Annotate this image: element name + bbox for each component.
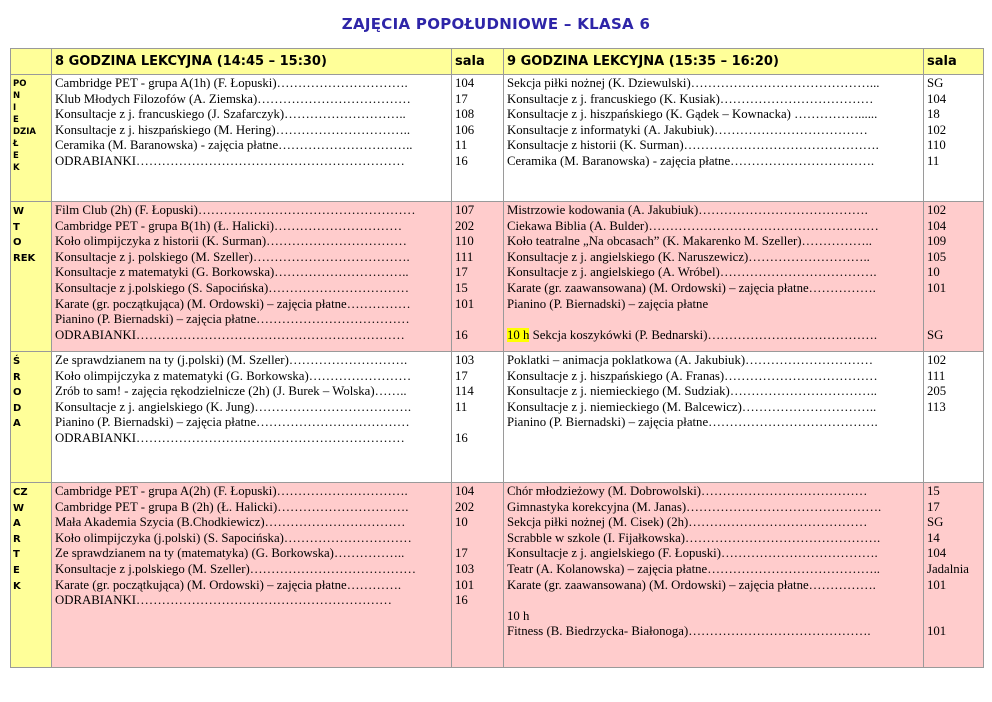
activity-item: Ze sprawdzianem na ty (j.polski) (M. Szeller)………………………. <box>55 353 408 367</box>
room-number: 103 <box>455 561 475 576</box>
day-letter: PO <box>13 79 27 89</box>
header-room-9: sala <box>924 49 984 75</box>
room-number: 111 <box>455 249 474 264</box>
activities-hour-9-tuesday <box>504 202 924 352</box>
activity-item: Koło teatralne „Na obcasach” (K. Makarenko M. Szeller)…………….. <box>507 234 872 249</box>
activity-item: Ceramika (M. Baranowska) - zajęcia płatne………………………….. <box>55 138 413 153</box>
day-letter: O <box>13 387 22 399</box>
page-title: ZAJĘCIA POPOŁUDNIOWE – KLASA 6 <box>341 15 651 33</box>
room-number: 101 <box>927 624 947 639</box>
activity-item: ODRABIANKI……………………………………………………… <box>55 327 405 342</box>
room-number: 110 <box>927 138 946 153</box>
activity-item: Mała Akademia Szycia (B.Chodkiewicz)…………………………… <box>55 515 406 530</box>
day-letter: K <box>13 163 20 173</box>
room-number <box>927 297 983 313</box>
day-letter: O <box>13 237 22 249</box>
day-letter: N <box>13 91 21 101</box>
room-number: 105 <box>927 249 947 264</box>
day-letter: R <box>13 371 21 383</box>
activity-item: Konsultacje z historii (K. Surman)………………………………………. <box>507 138 879 153</box>
room-number <box>927 609 983 625</box>
room-number: SG <box>927 515 944 530</box>
rooms-hour-9-thursday <box>924 483 984 668</box>
activities-hour-9-monday <box>504 75 924 202</box>
activity-item: Pianino (P. Biernadski) – zajęcia płatne……………………………… <box>55 415 410 430</box>
day-letter: T <box>13 549 20 561</box>
header-hour-9: 9 GODZINA LEKCYJNA (15:35 – 16:20) <box>504 49 924 75</box>
room-number: 18 <box>927 107 940 122</box>
room-number: 10 <box>455 515 468 530</box>
room-number: 202 <box>455 218 475 233</box>
day-letter: DZIA <box>13 127 36 137</box>
rooms-hour-9-tuesday <box>924 202 984 352</box>
header-row <box>11 49 984 75</box>
room-number: Jadalnia <box>927 561 969 576</box>
activity-item: Mistrzowie kodowania (A. Jakubiuk)…………………………………. <box>507 203 868 217</box>
room-number <box>927 312 983 328</box>
activity-item <box>507 312 920 328</box>
activity-item: Konsultacje z j. niemieckiego (M. Sudziak)…………………………….. <box>507 384 877 399</box>
day-letter: E <box>13 115 19 125</box>
room-number: 16 <box>455 593 468 608</box>
activity-item: Konsultacje z j. niemieckiego (M. Balcewicz)………………………….. <box>507 399 877 414</box>
activity-item: ODRABIANKI……………………………………………………… <box>55 153 405 168</box>
activities-hour-9-thursday <box>504 483 924 668</box>
room-number: 106 <box>455 122 475 137</box>
activity-item: Karate (gr. początkująca) (M. Ordowski) – zajęcia płatne…………. <box>55 577 402 592</box>
room-number: 102 <box>927 122 947 137</box>
activity-item: Konsultacje z matematyki (G. Borkowska)………………………….. <box>55 265 409 280</box>
day-letter: Ś <box>13 356 21 367</box>
room-number: 17 <box>455 546 468 561</box>
activity-item: Poklatki – animacja poklatkowa (A. Jakubiuk)………………………… <box>507 353 874 367</box>
activity-item: Chór młodzieżowy (M. Dobrowolski)………………………………… <box>507 484 868 498</box>
day-letter: D <box>13 402 22 414</box>
activity-item <box>507 328 920 344</box>
day-row-thursday <box>11 483 984 668</box>
activity-item: Koło olimpijczyka z historii (K. Surman)…………………………… <box>55 234 407 249</box>
day-letter: CZ <box>13 487 28 498</box>
rooms-hour-8-wednesday <box>452 352 504 483</box>
activity-item: Klub Młodych Filozofów (A. Ziemska)……………………………… <box>55 91 411 106</box>
day-letter: Ł <box>13 139 19 149</box>
room-number: 104 <box>927 91 947 106</box>
activity-item: Konsultacje z j. francuskiego (J. Szafarczyk)……………………….. <box>55 107 406 122</box>
room-number: 11 <box>455 138 468 153</box>
activities-hour-8-wednesday <box>52 352 452 483</box>
day-letter: REK <box>13 252 36 264</box>
room-number: 114 <box>455 384 474 399</box>
room-number: 101 <box>455 296 475 311</box>
day-row-monday <box>11 75 984 202</box>
room-number: 101 <box>927 577 947 592</box>
activity-item: Konsultacje z j. hiszpańskiego (K. Gądek – Kownacka) ……………...... <box>507 107 878 122</box>
activity-item: Karate (gr. początkująca) (M. Ordowski) – zajęcia płatne…………… <box>55 296 411 311</box>
room-number <box>927 593 983 609</box>
activity-item: Konsultacje z j.polskiego (S. Sapocińska)…………………………… <box>55 280 410 295</box>
activity-item: Film Club (2h) (F. Łopuski)…………………………………………… <box>55 203 416 217</box>
day-letter: W <box>13 206 25 217</box>
day-row-tuesday <box>11 202 984 352</box>
day-label-wednesday <box>11 352 52 483</box>
room-number: 15 <box>927 484 940 498</box>
rooms-hour-9-monday <box>924 75 984 202</box>
activity-item <box>507 593 920 609</box>
activity-item: Konsultacje z j. francuskiego (K. Kusiak)……………………………… <box>507 91 874 106</box>
room-number: 107 <box>455 203 475 217</box>
room-number: 14 <box>927 530 940 545</box>
activity-item: Konsultacje z j. angielskiego (K. Naruszewicz)……………………….. <box>507 249 870 264</box>
rooms-hour-8-tuesday <box>452 202 504 352</box>
activity-item: Pianino (P. Biernadski) – zajęcia płatne……………………………… <box>55 312 410 327</box>
time-label: 10 h <box>507 608 530 623</box>
day-letter: E <box>13 564 20 576</box>
room-number: 16 <box>455 153 468 168</box>
day-label-tuesday <box>11 202 52 352</box>
room-number <box>455 531 503 547</box>
activity-item: Konsultacje z j. hiszpańskiego (M. Hering)………………………….. <box>55 122 411 137</box>
activity-text: Sekcja koszykówki (P. Bednarski)…………………………………. <box>532 327 878 342</box>
room-number: 111 <box>927 368 946 383</box>
activity-item: ODRABIANKI…………………………………………………… <box>55 593 392 608</box>
activity-item: Ceramika (M. Baranowska) - zajęcia płatne……………………………. <box>507 153 875 168</box>
room-number: 205 <box>927 384 947 399</box>
room-number <box>455 415 503 431</box>
day-letter: W <box>13 502 25 514</box>
activity-item: Pianino (P. Biernadski) – zajęcia płatne <box>507 296 709 311</box>
activities-hour-9-wednesday <box>504 352 924 483</box>
activities-hour-8-monday <box>52 75 452 202</box>
activity-item: Sekcja piłki nożnej (M. Cisek) (2h)…………………………………… <box>507 515 868 530</box>
room-number: 101 <box>455 577 475 592</box>
room-number: 17 <box>455 265 468 280</box>
room-number: 16 <box>455 430 468 445</box>
activity-item: Cambridge PET - grupa B(1h) (Ł. Halicki)………………………… <box>55 218 403 233</box>
room-number: 17 <box>455 91 468 106</box>
day-letter: E <box>13 151 19 161</box>
room-number: 110 <box>455 234 474 249</box>
activity-item: Cambridge PET - grupa A(2h) (F. Łopuski)…………………………. <box>55 484 408 498</box>
room-number: SG <box>927 327 944 342</box>
room-number: 108 <box>455 107 475 122</box>
room-number: 11 <box>455 399 468 414</box>
day-letter: K <box>13 580 21 592</box>
room-number <box>455 312 503 328</box>
activity-item: Ze sprawdzianem na ty (matematyka) (G. Borkowska)…………….. <box>55 546 405 561</box>
activity-item: Konsultacje z j. angielskiego (K. Jung)………………………………. <box>55 399 412 414</box>
activity-item: Konsultacje z j. polskiego (M. Szeller)………………………………. <box>55 249 410 264</box>
activity-item: Konsultacje z j. angielskiego (A. Wróbel)………………………………. <box>507 265 877 280</box>
room-number: 102 <box>927 353 947 367</box>
activities-hour-8-thursday <box>52 483 452 668</box>
activity-item: Konsultacje z informatyki (A. Jakubiuk)……………………………… <box>507 122 868 137</box>
day-letter: T <box>13 221 20 233</box>
room-number: 10 <box>927 265 940 280</box>
activity-item: Cambridge PET - grupa A(1h) (F. Łopuski)…………………………. <box>55 76 408 90</box>
room-number: 104 <box>455 76 475 90</box>
rooms-hour-8-monday <box>452 75 504 202</box>
activity-item: Teatr (A. Kolanowska) – zajęcia płatne………………………………….. <box>507 561 880 576</box>
activity-item: Konsultacje z j.polskiego (M. Szeller)………………………………… <box>55 561 417 576</box>
activity-item: Fitness (B. Biedrzycka- Białonoga)……………………………………. <box>507 624 871 639</box>
activity-item: Koło olimpijczyka z matematyki (G. Borkowska)…………………… <box>55 368 412 383</box>
room-number: 16 <box>455 327 468 342</box>
header-room-8: sala <box>452 49 504 75</box>
rooms-hour-8-thursday <box>452 483 504 668</box>
rooms-hour-9-wednesday <box>924 352 984 483</box>
room-number: 113 <box>927 399 946 414</box>
activity-item: Karate (gr. zaawansowana) (M. Ordowski) – zajęcia płatne……………. <box>507 280 876 295</box>
activity-item: Pianino (P. Biernadski) – zajęcia płatne…………………………………. <box>507 415 878 430</box>
room-number: SG <box>927 76 944 90</box>
room-number: 202 <box>455 499 475 514</box>
room-number: 103 <box>455 353 475 367</box>
activity-item: Karate (gr. zaawansowana) (M. Ordowski) – zajęcia płatne……………. <box>507 577 876 592</box>
activity-item: Sekcja piłki nożnej (K. Dziewulski)……………………………………... <box>507 76 880 90</box>
room-number: 101 <box>927 280 947 295</box>
room-number: 104 <box>927 546 947 561</box>
activity-item: Gimnastyka korekcyjna (M. Janas)………………………………………. <box>507 499 882 514</box>
activity-item: Scrabble w szkole (I. Fijałkowska)………………………………………. <box>507 530 881 545</box>
day-letter: I <box>13 103 17 113</box>
room-number: 17 <box>927 499 940 514</box>
header-hour-8: 8 GODZINA LEKCYJNA (14:45 – 15:30) <box>52 49 452 75</box>
day-row-wednesday <box>11 352 984 483</box>
room-number: 104 <box>455 484 475 498</box>
activity-item: Konsultacje z j. hiszpańskiego (A. Franas)……………………………… <box>507 368 878 383</box>
day-letter: R <box>13 533 21 545</box>
day-letter: A <box>13 518 21 530</box>
schedule-table <box>10 48 984 668</box>
room-number: 11 <box>927 153 940 168</box>
activity-item: Konsultacje z j. angielskiego (F. Łopuski)………………………………. <box>507 546 878 561</box>
day-label-thursday <box>11 483 52 668</box>
room-number: 104 <box>927 218 947 233</box>
time-highlight: 10 h <box>507 327 530 342</box>
day-label-monday <box>11 75 52 202</box>
activity-item: Koło olimpijczyka (j.polski) (S. Sapocińska)………………………… <box>55 530 412 545</box>
room-number: 109 <box>927 234 947 249</box>
activity-item: Zrób to sam! - zajęcia rękodzielnicze (2h) (J. Burek – Wolska)…….. <box>55 384 407 399</box>
room-number: 15 <box>455 280 468 295</box>
day-letter: A <box>13 418 21 430</box>
activities-hour-8-tuesday <box>52 202 452 352</box>
activity-item: ODRABIANKI……………………………………………………… <box>55 430 405 445</box>
room-number: 17 <box>455 368 468 383</box>
activity-item: Ciekawa Biblia (A. Bulder)……………………………………………… <box>507 218 879 233</box>
room-number: 102 <box>927 203 947 217</box>
activity-item: Cambridge PET - grupa B (2h) (Ł. Halicki)…………………………. <box>55 499 409 514</box>
header-corner <box>11 49 52 75</box>
